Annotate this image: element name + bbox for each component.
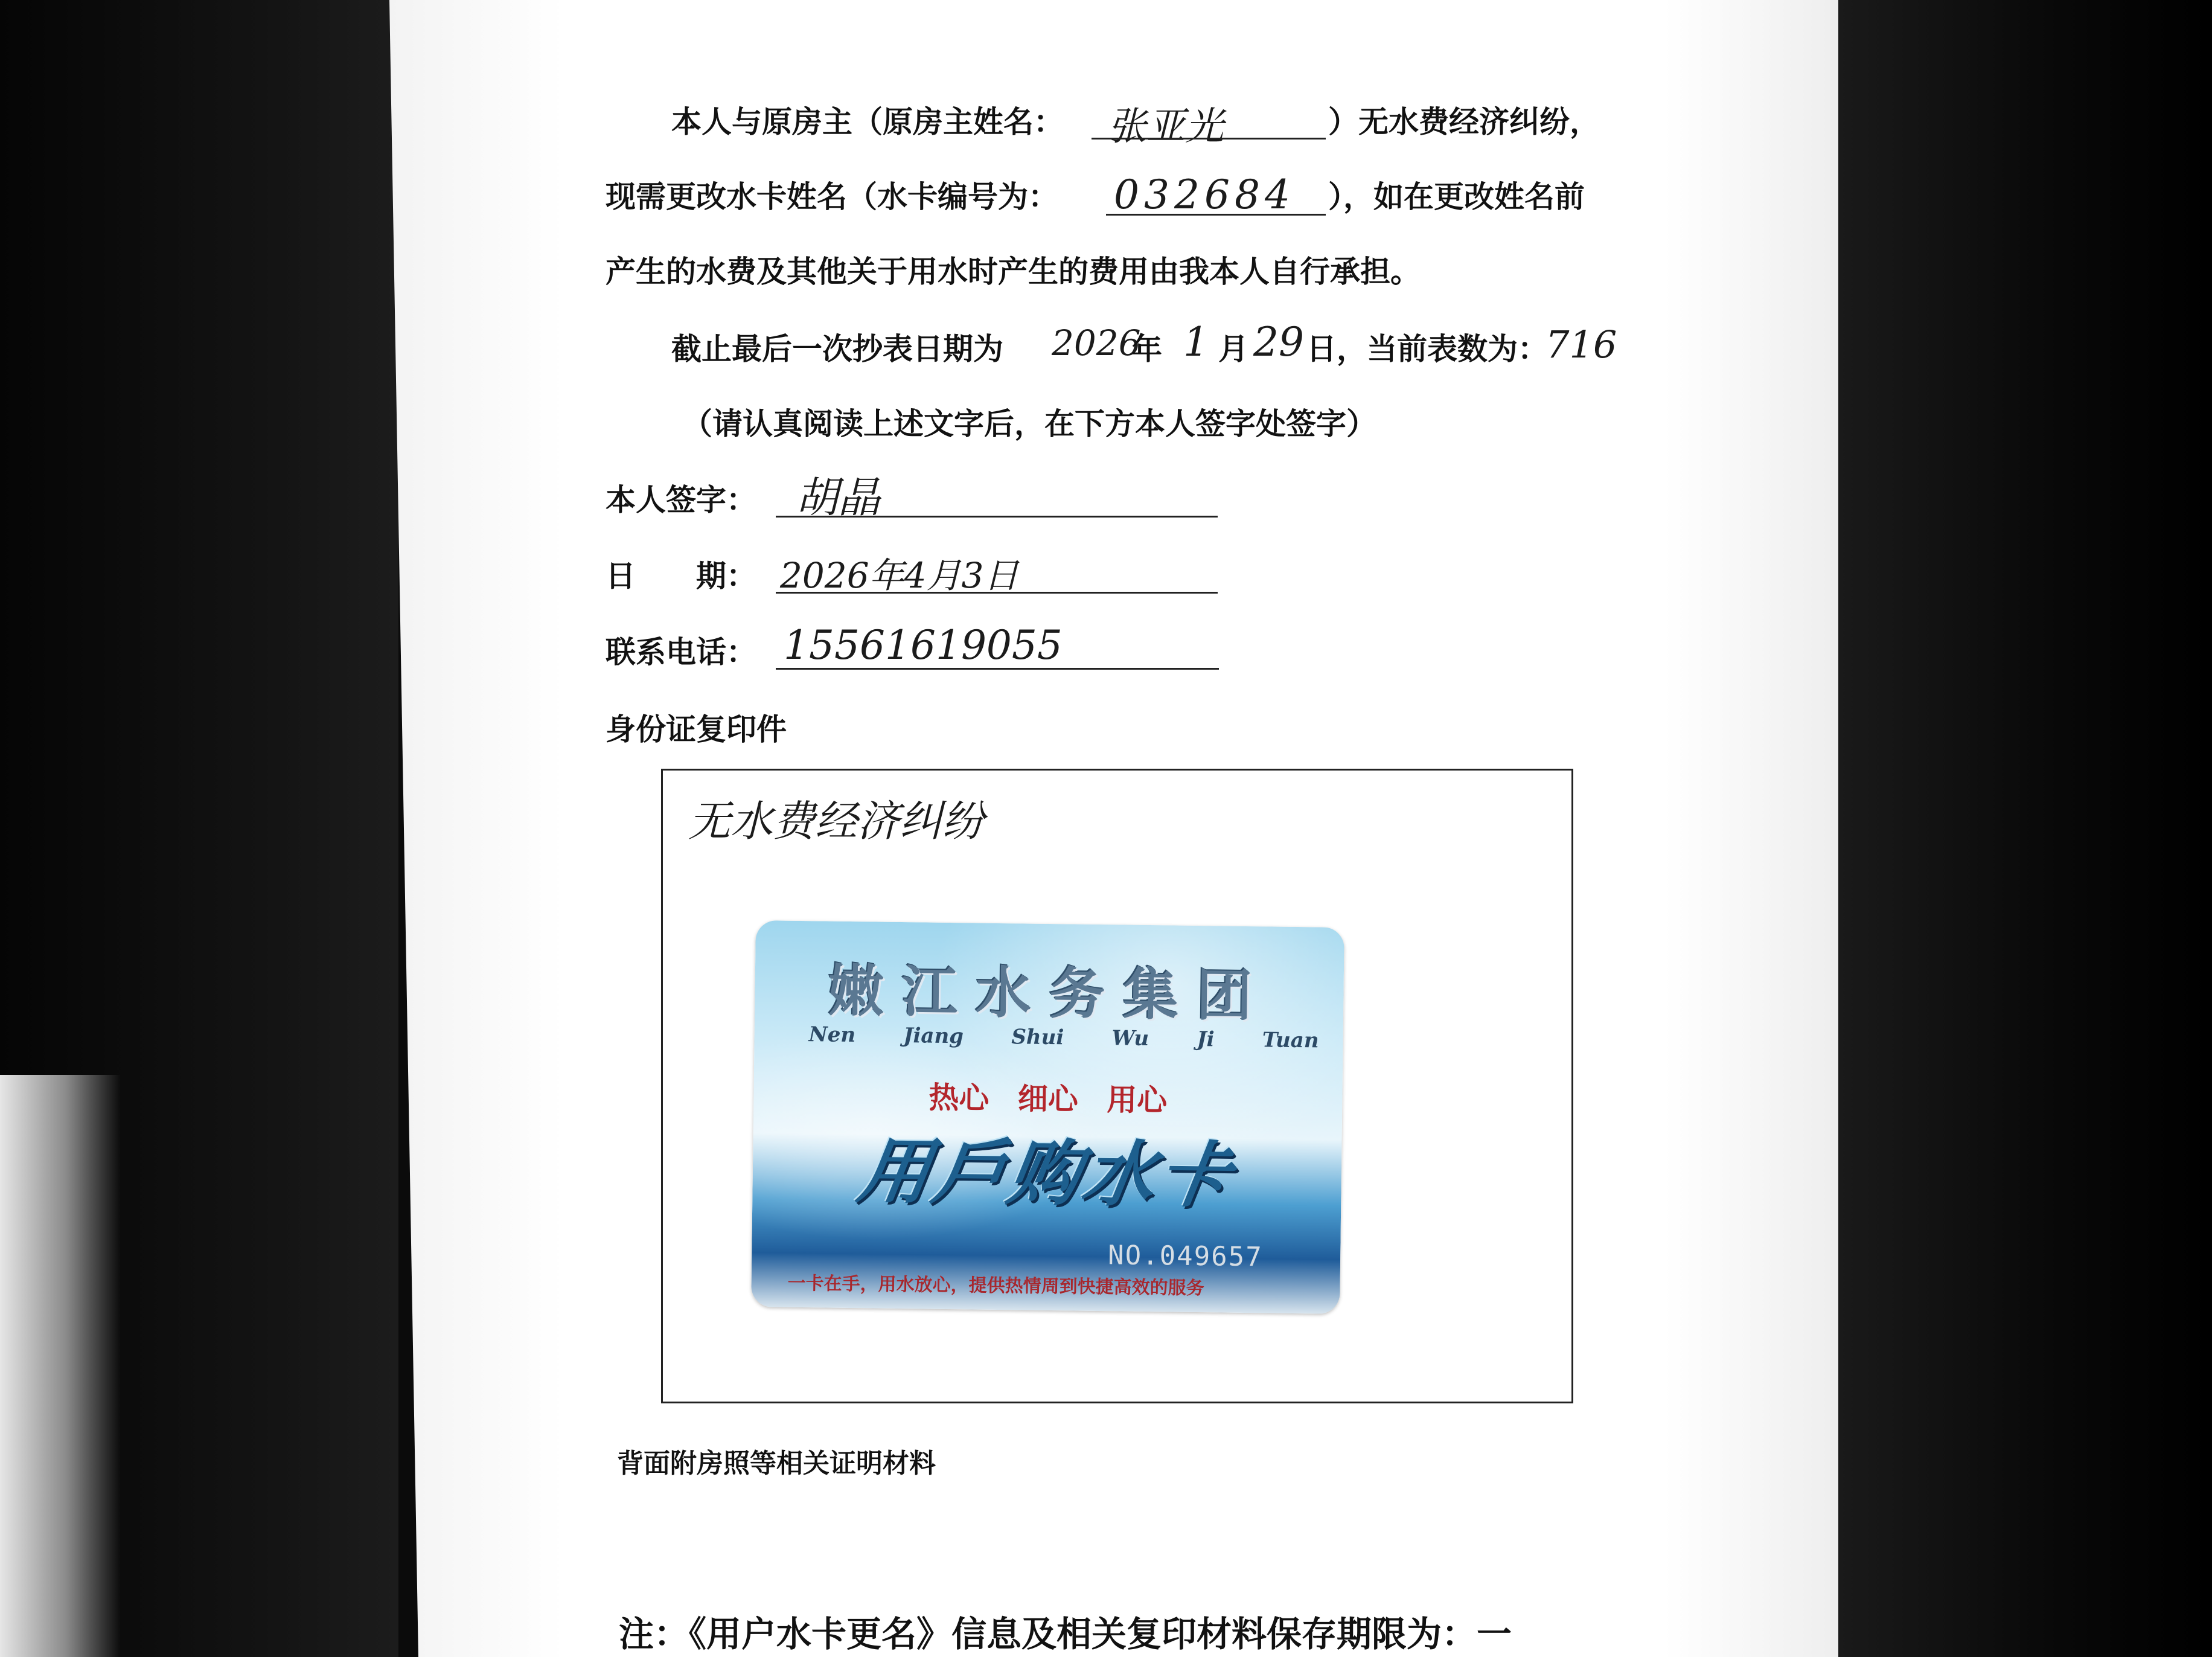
phone-label: 联系电话： <box>606 635 756 670</box>
day-label: 日，当前表数为： <box>1306 332 1548 367</box>
para1-end: ）无水费经济纠纷， <box>1328 104 1600 139</box>
reading-handwriting: 716 <box>1546 322 1617 367</box>
para3: 产生的水费及其他关于用水时产生的费用由我本人自行承担。 <box>606 254 1421 289</box>
phone-handwriting: 15561619055 <box>784 622 1063 668</box>
box-note-handwriting: 无水费经济纠纷 <box>688 796 984 846</box>
card-name: 用戶购水卡 <box>852 1129 1240 1217</box>
id-copy-label: 身份证复印件 <box>606 712 787 747</box>
month-handwriting: 1 <box>1183 319 1209 365</box>
prev-owner-underline <box>1092 138 1326 139</box>
back-note: 背面附房照等相关证明材料 <box>617 1448 936 1479</box>
card-pinyin-word: Tuan <box>1262 1028 1319 1053</box>
day-handwriting: 29 <box>1253 319 1304 365</box>
dark-background-right <box>1835 0 2212 1657</box>
date-handwriting: 2026年4月3日 <box>780 555 1019 596</box>
footer-note: 注：《用户水卡更名》信息及相关复印材料保存期限为：一 <box>619 1614 1512 1655</box>
sign-instruction: （请认真阅读上述文字后，在下方本人签字处签字） <box>682 406 1376 441</box>
year-label: 年 <box>1132 332 1162 367</box>
card-number: NO.049657 <box>1107 1240 1263 1273</box>
prev-owner-handwriting: 张亚光 <box>1108 104 1224 149</box>
phone-underline <box>776 668 1219 670</box>
desk-surface <box>0 1075 121 1657</box>
para2-end: ），如在更改姓名前 <box>1328 179 1585 214</box>
date-underline <box>776 592 1218 594</box>
card-pinyin-word: Wu <box>1111 1026 1149 1051</box>
card-number-handwriting: 032684 <box>1114 171 1295 218</box>
signature-label: 本人签字： <box>606 482 756 518</box>
signature-handwriting: 胡晶 <box>796 473 880 522</box>
card-company-title: 嫩江水务集团 <box>828 958 1271 1029</box>
para2-start: 现需更改水卡姓名（水卡编号为： <box>606 179 1058 214</box>
card-pinyin-word: Ji <box>1197 1027 1215 1052</box>
month-label: 月 <box>1218 332 1248 367</box>
card-pinyin-word: Shui <box>1011 1025 1064 1050</box>
water-card-image <box>751 920 1344 1314</box>
date-label: 日 期： <box>606 559 756 594</box>
card-number-underline <box>1106 214 1326 216</box>
card-pinyin-word: Nen <box>808 1022 856 1048</box>
year-handwriting: 2026 <box>1052 322 1141 364</box>
card-footer-text: 一卡在手，用水放心，提供热情周到快捷高效的服务 <box>787 1272 1204 1300</box>
card-pinyin-word: Jiang <box>903 1024 964 1049</box>
signature-underline <box>776 516 1218 518</box>
para4-start: 截止最后一次抄表日期为 <box>671 332 1003 367</box>
card-slogan: 热心 细心 用心 <box>929 1079 1168 1118</box>
para1-start: 本人与原房主（原房主姓名： <box>671 104 1064 139</box>
